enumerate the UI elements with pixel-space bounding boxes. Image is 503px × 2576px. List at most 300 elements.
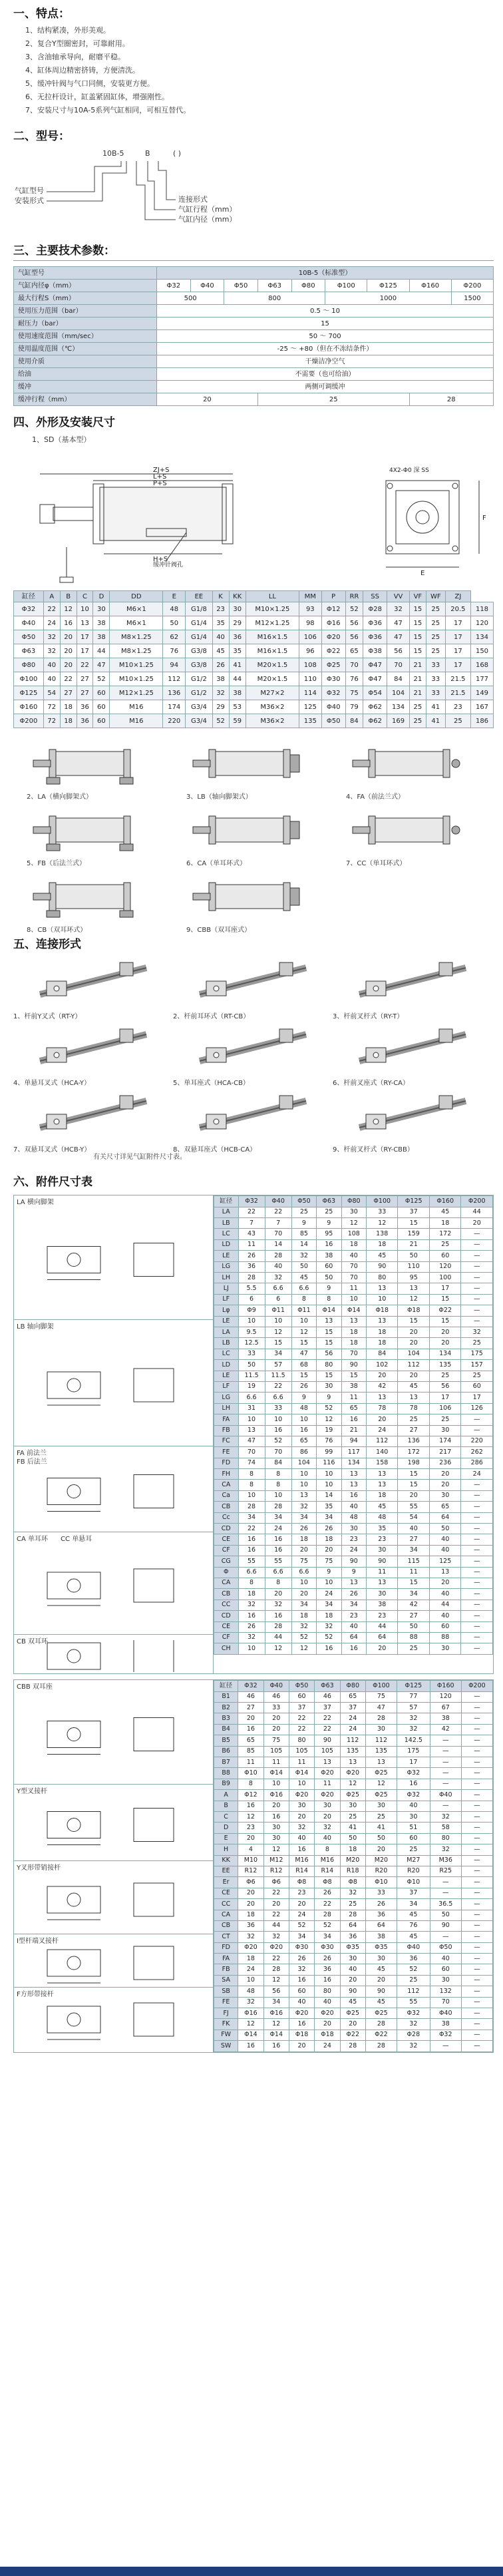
table-cell: 10 bbox=[238, 1490, 265, 1501]
table-cell: 28 bbox=[238, 1273, 265, 1283]
table-cell: 95 bbox=[398, 1273, 429, 1283]
table-cell: 88 bbox=[429, 1632, 460, 1643]
table-cell: — bbox=[461, 1229, 493, 1239]
table-cell: 34 bbox=[291, 1600, 316, 1610]
table-cell: 19 bbox=[238, 1381, 265, 1392]
table-cell: 10 bbox=[317, 1480, 341, 1490]
table-cell: 47 bbox=[238, 1436, 265, 1446]
table-cell: 65 bbox=[341, 1403, 366, 1414]
table-cell: 32 bbox=[317, 1621, 341, 1632]
model-label-stroke: 气缸行程（mm） bbox=[178, 205, 237, 214]
table-cell: 13 bbox=[77, 616, 93, 630]
table-cell: 13 bbox=[365, 1757, 397, 1768]
table-cell: 104 bbox=[387, 686, 410, 700]
accessory-drawing bbox=[14, 1635, 213, 1673]
table-cell: 62 bbox=[163, 630, 186, 644]
table-cell: — bbox=[461, 1790, 492, 1801]
table-cell: 60 bbox=[461, 1381, 493, 1392]
column-header: VV bbox=[387, 591, 410, 602]
table-cell: 32 bbox=[430, 1811, 461, 1822]
table-row bbox=[214, 1327, 493, 1337]
table-cell: Φ18 bbox=[398, 1305, 429, 1316]
feature-item: 7、安装尺寸与10A-5系列气缸相同，可相互替代。 bbox=[25, 106, 191, 114]
table-cell: 16 bbox=[291, 1425, 316, 1436]
table-cell: 28 bbox=[315, 1910, 340, 1920]
table-cell: G1/2 bbox=[186, 686, 212, 700]
table-row bbox=[214, 1360, 493, 1371]
table-cell: 13 bbox=[367, 1316, 398, 1327]
table-cell: 135 bbox=[299, 714, 321, 728]
table-cell: 16 bbox=[265, 1545, 291, 1556]
table-cell: — bbox=[461, 1691, 492, 1702]
table-cell: 12 bbox=[340, 1779, 365, 1789]
model-c: ( ) bbox=[173, 149, 182, 158]
column-header: Φ125 bbox=[398, 1196, 429, 1207]
table-cell: 48 bbox=[238, 1986, 263, 1997]
table-cell: 59 bbox=[229, 714, 246, 728]
accessory-drawing bbox=[14, 1861, 213, 1934]
label-zj: ZJ+S bbox=[153, 467, 170, 475]
table-cell: 32 bbox=[430, 1844, 461, 1855]
table-cell: 52 bbox=[291, 1632, 316, 1643]
table-cell: 99 bbox=[317, 1447, 341, 1458]
table-cell: CE bbox=[214, 1888, 238, 1898]
table-cell: CE bbox=[214, 1621, 239, 1632]
table-cell: 25 bbox=[429, 1239, 460, 1250]
table-cell: 19 bbox=[317, 1425, 341, 1436]
table-row bbox=[14, 644, 494, 658]
table-cell: 172 bbox=[398, 1447, 429, 1458]
table-cell: M16×1.5 bbox=[246, 644, 299, 658]
table-row bbox=[14, 672, 494, 686]
spec-label: 耐压力（bar） bbox=[14, 318, 157, 330]
table-cell: — bbox=[461, 1294, 493, 1305]
spec-value: 800 bbox=[224, 292, 325, 305]
table-cell: 34 bbox=[317, 1512, 341, 1523]
table-cell: 22 bbox=[289, 1713, 314, 1724]
table-cell: 70 bbox=[341, 1273, 366, 1283]
table-cell: 11 bbox=[398, 1567, 429, 1578]
table-cell: 40 bbox=[265, 1261, 291, 1272]
spec-label: 气缸型号 bbox=[14, 267, 157, 280]
table-cell: 36 bbox=[77, 714, 93, 728]
table-cell: 38 bbox=[317, 1251, 341, 1261]
connection-drawing bbox=[346, 1021, 479, 1074]
table-cell: — bbox=[461, 1899, 492, 1910]
table-cell: 15 bbox=[317, 1338, 341, 1349]
table-cell: 74 bbox=[238, 1458, 265, 1468]
table-cell: 13 bbox=[238, 1425, 265, 1436]
table-row bbox=[214, 1899, 493, 1910]
spec-value: 不需要（也可给油） bbox=[157, 368, 494, 381]
table-cell: 20 bbox=[398, 1327, 429, 1337]
table-cell: 33 bbox=[426, 672, 445, 686]
table-row bbox=[214, 1779, 493, 1789]
table-cell: 33 bbox=[365, 1888, 397, 1898]
table-cell: LC bbox=[214, 1229, 239, 1239]
table-cell: — bbox=[461, 1757, 492, 1768]
connection-caption: 9、杆前叉杆式（RY-CBB） bbox=[333, 1146, 414, 1154]
table-cell: — bbox=[461, 1524, 493, 1534]
table-row bbox=[214, 1844, 493, 1855]
table-cell: Φ36 bbox=[363, 616, 387, 630]
table-cell: 21 bbox=[341, 1425, 366, 1436]
table-cell: FD bbox=[214, 1942, 238, 1953]
table-cell: 38 bbox=[341, 1381, 366, 1392]
table-cell: 23 bbox=[367, 1534, 398, 1545]
table-row bbox=[214, 1371, 493, 1381]
table-cell: 17 bbox=[429, 1393, 460, 1403]
table-cell: 11 bbox=[238, 1757, 263, 1768]
table-cell: 16 bbox=[289, 1975, 314, 1986]
table-cell: 16 bbox=[238, 1545, 265, 1556]
table-cell: 9.5 bbox=[238, 1327, 265, 1337]
table-cell: 23 bbox=[238, 1823, 263, 1833]
table-cell: 20 bbox=[60, 630, 77, 644]
table-cell: KK bbox=[214, 1855, 238, 1866]
table-cell: 24 bbox=[289, 1910, 314, 1920]
table-cell: 94 bbox=[341, 1436, 366, 1446]
table-cell: 56 bbox=[345, 630, 363, 644]
table-cell: 20 bbox=[289, 1811, 314, 1822]
column-header: SS bbox=[363, 591, 387, 602]
table-row bbox=[214, 1414, 493, 1425]
accessory-label: F方形带接杆 bbox=[17, 1991, 54, 1999]
table-cell: 25 bbox=[409, 714, 426, 728]
table-cell: 57 bbox=[397, 1703, 430, 1713]
table-cell: Φ22 bbox=[365, 2030, 397, 2040]
table-cell: CH bbox=[214, 1643, 239, 1654]
table-cell: 47 bbox=[365, 1703, 397, 1713]
mount-caption: 9、CBB（双耳座式） bbox=[186, 927, 252, 935]
table-cell: 36.5 bbox=[430, 1899, 461, 1910]
table-cell: Φ160 bbox=[14, 700, 44, 714]
table-cell: 18 bbox=[367, 1338, 398, 1349]
table-cell: 60 bbox=[93, 700, 110, 714]
table-cell: — bbox=[461, 1425, 493, 1436]
table-cell: — bbox=[461, 1703, 492, 1713]
table-cell: 75 bbox=[291, 1556, 316, 1567]
connection-item bbox=[13, 1088, 166, 1154]
table-cell: 20 bbox=[291, 1545, 316, 1556]
table-cell: 158 bbox=[367, 1458, 398, 1468]
table-row bbox=[214, 1703, 493, 1713]
table-cell: — bbox=[461, 1932, 492, 1942]
table-cell: — bbox=[430, 1779, 461, 1789]
table-cell: 108 bbox=[299, 658, 321, 672]
table-cell: 48 bbox=[367, 1512, 398, 1523]
dimension-table bbox=[13, 590, 494, 728]
table-cell: 20 bbox=[315, 1811, 340, 1822]
table-cell: LH bbox=[214, 1273, 239, 1283]
table-cell: Φ6 bbox=[263, 1877, 289, 1888]
table-cell: 65 bbox=[238, 1735, 263, 1746]
table-cell: Φ20 bbox=[263, 1942, 289, 1953]
table-cell: 34 bbox=[265, 1349, 291, 1359]
accessory-label: CBB 双耳座 bbox=[17, 1683, 53, 1691]
table-row bbox=[214, 1823, 493, 1833]
table-cell: 25 bbox=[398, 1414, 429, 1425]
table-cell: CC bbox=[214, 1600, 239, 1610]
spec-value: Φ160 bbox=[409, 280, 451, 292]
table-cell: 18 bbox=[317, 1611, 341, 1621]
table-cell: CB bbox=[214, 1920, 238, 1931]
table-cell: 45 bbox=[397, 1932, 430, 1942]
table-cell: — bbox=[461, 1866, 492, 1876]
table-cell: 45 bbox=[367, 1502, 398, 1512]
table-cell: Φ25 bbox=[365, 1768, 397, 1779]
table-cell: LD bbox=[214, 1239, 239, 1250]
table-cell: 10 bbox=[291, 1316, 316, 1327]
table-cell: Φ12 bbox=[321, 602, 345, 616]
table-cell: 68 bbox=[291, 1360, 316, 1371]
table-cell: 10 bbox=[238, 1414, 265, 1425]
spec-value: 500 bbox=[157, 292, 224, 305]
table-row bbox=[214, 1920, 493, 1931]
mount-caption: 5、FB（后法兰式） bbox=[27, 860, 86, 868]
table-cell: 90 bbox=[367, 1556, 398, 1567]
table-cell: 34 bbox=[397, 1899, 430, 1910]
table-cell: 24 bbox=[461, 1469, 493, 1480]
table-cell: 60 bbox=[93, 714, 110, 728]
table-cell: SA bbox=[214, 1975, 238, 1986]
feature-item: 1、结构紧凑，外形美观。 bbox=[25, 26, 110, 35]
table-row bbox=[214, 1502, 493, 1512]
column-header: P bbox=[321, 591, 345, 602]
mount-item bbox=[333, 735, 486, 801]
table-cell: Φ200 bbox=[14, 714, 44, 728]
table-cell: — bbox=[461, 1746, 492, 1757]
table-row bbox=[214, 1975, 493, 1986]
column-header: Φ100 bbox=[365, 1681, 397, 1691]
table-cell: — bbox=[461, 1578, 493, 1588]
table-row bbox=[214, 1545, 493, 1556]
table-cell: 70 bbox=[341, 1349, 366, 1359]
table-cell: — bbox=[430, 1735, 461, 1746]
table-cell: 60 bbox=[429, 1251, 460, 1261]
connection-item bbox=[13, 955, 166, 1021]
table-cell: CG bbox=[214, 1556, 239, 1567]
table-cell: — bbox=[430, 1877, 461, 1888]
table-cell: 6.6 bbox=[238, 1393, 265, 1403]
table-cell: 7 bbox=[238, 1218, 265, 1229]
table-cell: Φ14 bbox=[263, 1768, 289, 1779]
table-cell: 16 bbox=[315, 1975, 340, 1986]
table-row bbox=[214, 1349, 493, 1359]
accessory-drawing bbox=[14, 1195, 213, 1320]
table-cell: G3/8 bbox=[186, 644, 212, 658]
table-cell: 18 bbox=[238, 1954, 263, 1964]
table-cell: 175 bbox=[461, 1349, 493, 1359]
table-cell: 27 bbox=[398, 1534, 429, 1545]
table-cell: Φ10 bbox=[365, 1877, 397, 1888]
table-cell: 28 bbox=[365, 1713, 397, 1724]
table-cell: 36 bbox=[315, 1964, 340, 1975]
table-cell: 45 bbox=[340, 1997, 365, 2008]
table-row bbox=[14, 381, 494, 393]
table-cell: 13 bbox=[429, 1567, 460, 1578]
table-cell: Φ25 bbox=[340, 2008, 365, 2019]
connection-item bbox=[333, 955, 486, 1021]
table-cell: 50 bbox=[430, 1910, 461, 1920]
table-cell: — bbox=[461, 2008, 492, 2019]
label-l: L+S bbox=[153, 473, 167, 481]
accessory-drawing bbox=[14, 1532, 213, 1635]
table-cell: 53 bbox=[229, 700, 246, 714]
table-cell: 12 bbox=[238, 1811, 263, 1822]
table-cell: 20 bbox=[263, 1724, 289, 1735]
table-cell: 64 bbox=[340, 1920, 365, 1931]
spec-value: 20 bbox=[157, 393, 258, 406]
table-cell: 8 bbox=[265, 1480, 291, 1490]
spec-value: Φ32 bbox=[157, 280, 191, 292]
table-cell: 13 bbox=[398, 1283, 429, 1294]
table-cell: 18 bbox=[60, 700, 77, 714]
table-cell: — bbox=[461, 1844, 492, 1855]
table-cell: 21 bbox=[409, 686, 426, 700]
model-code: 10B-5 bbox=[102, 149, 124, 158]
table-cell: 90 bbox=[365, 1986, 397, 1997]
accessory-drawing bbox=[14, 1988, 213, 2047]
table-cell: Φ22 bbox=[429, 1305, 460, 1316]
table-cell: 36 bbox=[238, 1920, 263, 1931]
table-cell: 34 bbox=[341, 1600, 366, 1610]
table-cell: 20 bbox=[429, 1480, 460, 1490]
accessory-drawing-svg bbox=[21, 1866, 207, 1933]
table-cell: 20 bbox=[367, 1371, 398, 1381]
accessory-drawing-svg bbox=[21, 1538, 207, 1633]
cylinder-drawing bbox=[13, 447, 494, 590]
table-cell: 20 bbox=[238, 1833, 263, 1844]
table-cell: 44 bbox=[265, 1632, 291, 1643]
table-row bbox=[214, 1490, 493, 1501]
table-cell: 44 bbox=[229, 672, 246, 686]
table-cell: 37 bbox=[398, 1207, 429, 1217]
spec-value: Φ125 bbox=[367, 280, 409, 292]
table-cell: 9 bbox=[317, 1567, 341, 1578]
table-cell: 56 bbox=[429, 1381, 460, 1392]
spec-value: Φ50 bbox=[224, 280, 258, 292]
table-cell: 18 bbox=[341, 1338, 366, 1349]
table-cell: 22 bbox=[60, 672, 77, 686]
table-cell: M36×2 bbox=[246, 700, 299, 714]
table-cell: 44 bbox=[263, 1920, 289, 1931]
table-cell: M20 bbox=[365, 1855, 397, 1866]
model-label-conn: 连接形式 bbox=[178, 195, 208, 204]
table-row bbox=[14, 267, 494, 280]
table-cell: 12 bbox=[317, 1414, 341, 1425]
model-label-bore: 气缸内径（mm） bbox=[178, 215, 237, 224]
connection-caption: 3、杆前叉杆式（RY-T） bbox=[333, 1013, 404, 1021]
table-cell: 33 bbox=[265, 1403, 291, 1414]
table-cell: 50 bbox=[398, 1621, 429, 1632]
table-cell: 13 bbox=[398, 1393, 429, 1403]
table-cell: 20 bbox=[289, 1899, 314, 1910]
table-cell: Cc bbox=[214, 1512, 239, 1523]
table-cell: — bbox=[461, 1811, 492, 1822]
table-cell: 21 bbox=[409, 658, 426, 672]
table-cell: 37 bbox=[397, 1888, 430, 1898]
table-cell: 142.5 bbox=[397, 1735, 430, 1746]
table-row bbox=[214, 1393, 493, 1403]
table-cell: 60 bbox=[93, 686, 110, 700]
accessory-drawing-svg bbox=[21, 1201, 207, 1319]
table-cell: 34 bbox=[289, 1932, 314, 1942]
table-cell: M8×1.25 bbox=[110, 644, 163, 658]
table-row bbox=[214, 1600, 493, 1610]
table-cell: Φ40 bbox=[321, 700, 345, 714]
table-cell: R14 bbox=[315, 1866, 340, 1876]
table-cell: 110 bbox=[299, 672, 321, 686]
table-cell: 33 bbox=[263, 1703, 289, 1713]
accessory-label: LB 轴向脚架 bbox=[17, 1323, 54, 1331]
table-cell: 17 bbox=[77, 630, 93, 644]
table-cell: Φ8 bbox=[289, 1877, 314, 1888]
table-cell: 25 bbox=[365, 1811, 397, 1822]
table-cell: 262 bbox=[461, 1447, 493, 1458]
table-row bbox=[214, 1833, 493, 1844]
table-cell: 22 bbox=[263, 1954, 289, 1964]
table-cell: LG bbox=[214, 1393, 239, 1403]
table-cell: 64 bbox=[429, 1512, 460, 1523]
table-cell: 23 bbox=[445, 700, 470, 714]
spec-value: 50 ～ 700 bbox=[157, 330, 494, 343]
table-cell: — bbox=[461, 1964, 492, 1975]
table-cell: Φ28 bbox=[397, 2030, 430, 2040]
table-cell: 135 bbox=[365, 1746, 397, 1757]
table-cell: 13 bbox=[367, 1578, 398, 1588]
table-cell: 22 bbox=[77, 658, 93, 672]
table-row bbox=[14, 616, 494, 630]
table-cell: 20 bbox=[367, 1643, 398, 1654]
table-cell: 20 bbox=[429, 1469, 460, 1480]
table-cell: 50 bbox=[429, 1524, 460, 1534]
table-cell: 12 bbox=[398, 1294, 429, 1305]
table-cell: 27 bbox=[60, 686, 77, 700]
accessory-label: CA 单耳环 CC 单悬耳 bbox=[17, 1536, 92, 1544]
table-cell: 13 bbox=[340, 1757, 365, 1768]
table-cell: 75 bbox=[345, 686, 363, 700]
table-row bbox=[214, 1403, 493, 1414]
label-h: H+S bbox=[153, 556, 168, 564]
table-cell: 22 bbox=[265, 1207, 291, 1217]
table-cell: 46 bbox=[315, 1691, 340, 1702]
table-cell: — bbox=[461, 1632, 493, 1643]
table-cell: 56 bbox=[345, 616, 363, 630]
table-cell: Φ14 bbox=[341, 1305, 366, 1316]
table-cell: 75 bbox=[317, 1556, 341, 1567]
table-cell: 41 bbox=[426, 714, 445, 728]
table-cell: R25 bbox=[430, 1866, 461, 1876]
table-cell: 70 bbox=[238, 1447, 265, 1458]
table-cell: Φ20 bbox=[315, 1790, 340, 1801]
table-cell: 28 bbox=[265, 1502, 291, 1512]
table-cell: 198 bbox=[398, 1458, 429, 1468]
table-cell: LF bbox=[214, 1294, 239, 1305]
table-cell: 15 bbox=[398, 1469, 429, 1480]
table-cell: 18 bbox=[60, 714, 77, 728]
table-cell: 40 bbox=[212, 630, 229, 644]
table-cell: 70 bbox=[430, 1997, 461, 2008]
table-cell: 16 bbox=[263, 2041, 289, 2051]
table-cell: 80 bbox=[315, 1986, 340, 1997]
table-cell: 40 bbox=[43, 672, 60, 686]
table-cell: Φ18 bbox=[289, 2030, 314, 2040]
table-cell: 24 bbox=[367, 1425, 398, 1436]
table-cell: 12 bbox=[263, 1975, 289, 1986]
table-cell: 37 bbox=[315, 1703, 340, 1713]
table-cell: 18 bbox=[291, 1534, 316, 1545]
